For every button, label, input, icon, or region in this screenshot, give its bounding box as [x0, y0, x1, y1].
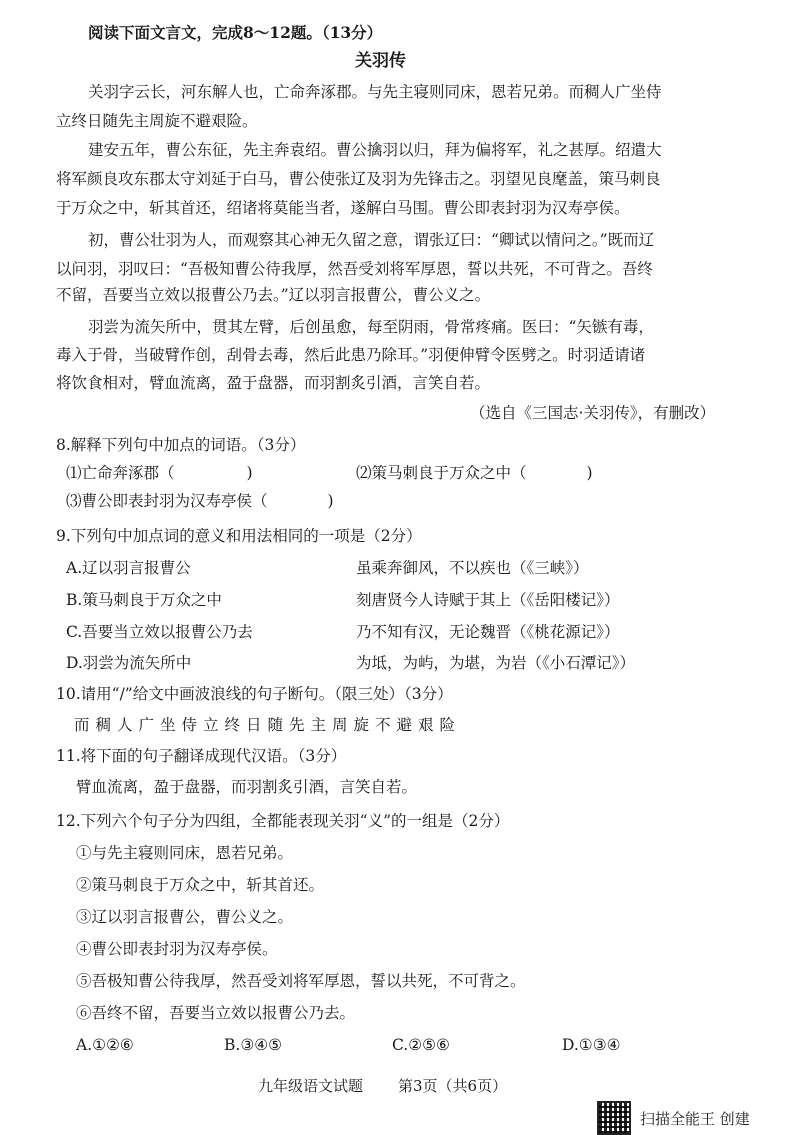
- passage-line: 羽尝为流矢所中，贯其左臂，后创虽愈，每至阴雨，骨常疼痛。医曰：“矢镞有毒，: [88, 318, 654, 336]
- q9-option-a-left: A.辽以羽言报曹公: [66, 559, 191, 577]
- q12-choice-a: A.①②⑥: [76, 1036, 134, 1054]
- q8-close: ): [246, 464, 253, 482]
- question-12-stem: 12.下列六个句子分为四组，全都能表现关羽“义”的一组是（2分）: [56, 812, 510, 830]
- q12-choice-c: C.②⑤⑥: [392, 1036, 450, 1054]
- q12-item: ④曹公即表封羽为汉寿亭侯。: [76, 940, 278, 958]
- q9-option-c-left: C.吾要当立效以报曹公乃去: [66, 623, 253, 641]
- q12-choice-d: D.①③④: [562, 1036, 621, 1054]
- q9-option-d-left: D.羽尝为流矢所中: [66, 654, 192, 672]
- question-8-item-3: [66, 490, 334, 512]
- q12-item: ②策马刺良于万众之中，斩其首还。: [76, 876, 325, 894]
- q8-item-text: ⑴亡命奔涿郡（: [66, 464, 175, 482]
- passage-line: 以问羽，羽叹曰：“吾极知曹公待我厚，然吾受刘将军厚恩，誓以共死，不可背之。吾终: [56, 260, 653, 278]
- passage-line: 初，曹公壮羽为人，而观察其心神无久留之意，谓张辽曰：“卿试以情问之。”既而辽: [88, 231, 655, 249]
- passage-line: 立终日随先主周旋不避艰险。: [56, 112, 258, 130]
- q8-close: ): [327, 492, 334, 510]
- q12-item: ⑥吾终不留，吾要当立效以报曹公乃去。: [76, 1004, 356, 1022]
- sentence-to-translate: 臂血流离，盈于盘器，而羽割炙引酒，言笑自若。: [76, 778, 418, 796]
- q12-item: ①与先主寝则同床，恩若兄弟。: [76, 844, 294, 862]
- question-8-stem: 8.解释下列句中加点的词语。（3分）: [56, 436, 306, 454]
- q9-option-c-right: 乃不知有汉，无论魏晋（《桃花源记》）: [356, 623, 620, 641]
- question-10-stem: 10.请用“/”给文中画波浪线的句子断句。（限三处）（3分）: [56, 685, 453, 703]
- scanner-watermark: 扫描全能王 创建: [640, 1110, 750, 1128]
- q9-option-d-right: 为坻，为屿，为堪，为岩（《小石潭记》）: [356, 654, 636, 672]
- q8-item-text: ⑶曹公即表封羽为汉寿亭侯（: [66, 492, 268, 510]
- question-9-stem: 9.下列句中加点词的意义和用法相同的一项是（2分）: [56, 527, 422, 545]
- passage-line: 不留，吾要当立效以报曹公乃去。”辽以羽言报曹公，曹公义之。: [56, 286, 491, 304]
- qr-code-icon: [597, 1101, 631, 1135]
- sentence-to-punctuate: 而稠人广坐侍立终日随先主周旋不避艰险: [74, 716, 462, 734]
- passage-line: 毒入于骨，当破臂作创，刮骨去毒，然后此患乃除耳。”羽便伸臂令医劈之。时羽适请诸: [56, 346, 646, 364]
- q9-option-b-right: 刻唐贤今人诗赋于其上（《岳阳楼记》）: [356, 591, 620, 609]
- q8-item-text: ⑵策马刺良于万众之中（: [356, 464, 527, 482]
- footer-exam-name: 九年级语文试题: [258, 1077, 364, 1095]
- footer-page-number: 第3页（共6页）: [398, 1077, 508, 1095]
- passage-source: （选自《三国志·关羽传》，有删改）: [470, 404, 716, 422]
- question-8-item-2: [356, 462, 593, 484]
- q9-option-b-left: B.策马刺良于万众之中: [66, 591, 222, 609]
- passage-line: 将饮食相对，臂血流离，盈于盘器，而羽割炙引酒，言笑自若。: [56, 374, 491, 392]
- passage-line: 将军颜良攻东郡太守刘延于白马，曹公使张辽及羽为先锋击之。羽望见良麾盖，策马刺良: [56, 170, 661, 188]
- reading-instructions: 阅读下面文言文，完成8～12题。（13分）: [88, 23, 383, 42]
- q12-item: ③辽以羽言报曹公，曹公义之。: [76, 908, 294, 926]
- passage-line: 关羽字云长，河东解人也，亡命奔涿郡。与先主寝则同床，恩若兄弟。而稠人广坐侍: [88, 83, 662, 101]
- passage-title: 关羽传: [355, 51, 406, 71]
- question-8-item-1: [66, 462, 253, 484]
- passage-line: 于万众之中，斩其首还，绍诸将莫能当者，遂解白马围。曹公即表封羽为汉寿亭侯。: [56, 199, 630, 217]
- passage-line: 建安五年，曹公东征，先主奔袁绍。曹公擒羽以归，拜为偏将军，礼之甚厚。绍遣大: [88, 141, 662, 159]
- q8-close: ): [586, 464, 593, 482]
- q12-item: ⑤吾极知曹公待我厚，然吾受刘将军厚恩，誓以共死，不可背之。: [76, 972, 526, 990]
- question-11-stem: 11.将下面的句子翻译成现代汉语。（3分）: [56, 747, 347, 765]
- q12-choice-b: B.③④⑤: [224, 1036, 283, 1054]
- q9-option-a-right: 虽乘奔御风，不以疾也（《三峡》）: [356, 559, 589, 577]
